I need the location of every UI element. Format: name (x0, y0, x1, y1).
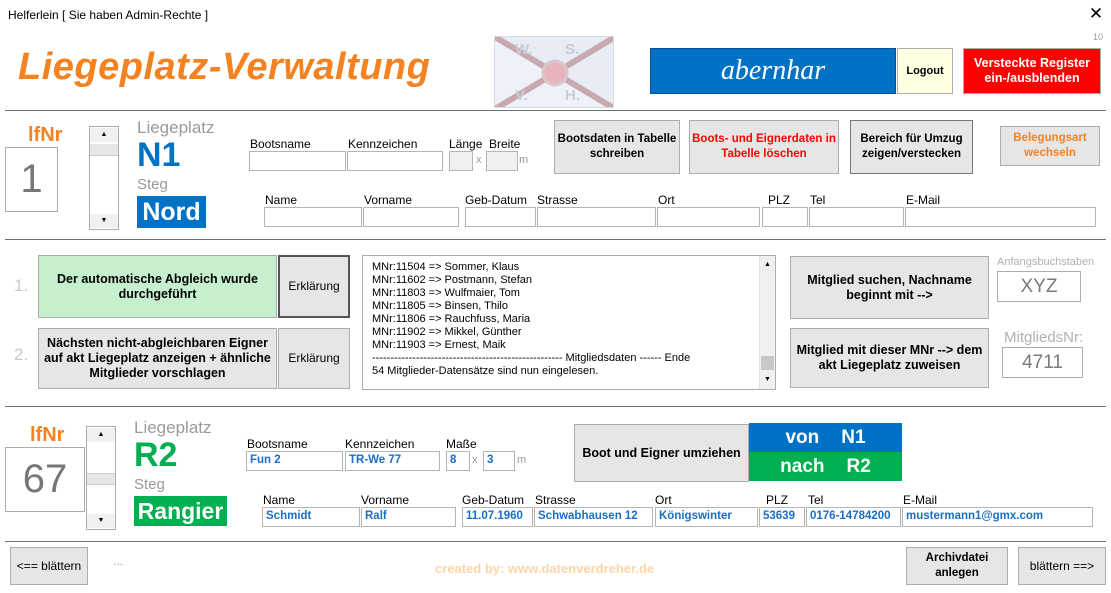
logo-flag-icon (495, 37, 614, 108)
vorname-input[interactable] (363, 207, 459, 227)
plz-input[interactable]: 53639 (759, 507, 805, 527)
log-line: MNr:11504 => Sommer, Klaus (372, 261, 520, 273)
tel-input[interactable]: 0176-14784200 (806, 507, 901, 527)
laenge-input[interactable] (449, 151, 473, 171)
spin-down-icon[interactable]: ▼ (90, 214, 118, 228)
assign-member-button[interactable]: Mitglied mit dieser MNr --> dem akt Liegeplatz zuweisen (790, 328, 989, 388)
von-value: N1 (841, 426, 866, 448)
divider (5, 406, 1106, 407)
lfnr-display: 67 (5, 447, 85, 512)
lfnr-label: lfNr (28, 124, 63, 146)
window-title: Helferlein [ Sie haben Admin-Rechte ] (8, 8, 209, 22)
next-page-button[interactable]: blättern ==> (1018, 547, 1106, 585)
ort-label: Ort (655, 493, 672, 507)
nach-label: nach (780, 455, 825, 477)
dim-unit: m (519, 154, 529, 166)
breite-input[interactable] (486, 151, 518, 171)
steg-badge: Nord (137, 196, 206, 228)
step-2-label: 2. (14, 345, 29, 364)
vorname-label: Vorname (361, 493, 410, 507)
breite-input[interactable]: 3 (483, 451, 515, 471)
spin-up-icon[interactable]: ▲ (87, 428, 115, 442)
von-label: von (785, 426, 820, 448)
name-label: Name (263, 493, 296, 507)
logo-letter-w: W. (515, 41, 533, 58)
geb-input[interactable]: 11.07.1960 (462, 507, 533, 527)
liegeplatz-value: R2 (134, 436, 178, 474)
liegeplatz-value: N1 (137, 136, 181, 174)
bootsname-input[interactable] (249, 151, 346, 171)
explain-1-button[interactable]: Erklärung (278, 255, 350, 318)
footer-dots: ... (113, 554, 124, 568)
scroll-thumb[interactable] (87, 473, 115, 485)
geb-label: Geb-Datum (462, 493, 525, 507)
liegeplatz-label: Liegeplatz (134, 418, 212, 437)
toggle-move-area-button[interactable]: Bereich für Umzug zeigen/verstecken (850, 120, 973, 174)
steg-badge: Rangier (134, 496, 227, 526)
log-line: MNr:11805 => Binsen, Thilo (372, 300, 508, 312)
create-archive-button[interactable]: Archivdatei anlegen (906, 547, 1008, 585)
lfnr-spinner[interactable] (86, 426, 116, 530)
log-line: MNr:11803 => Wulfmaier, Tom (372, 287, 520, 299)
tel-label: Tel (808, 493, 824, 507)
geb-input[interactable] (465, 207, 536, 227)
name-input[interactable] (264, 207, 362, 227)
strasse-label: Strasse (535, 493, 576, 507)
logo-letter-s: S. (565, 41, 580, 58)
dim-x: x (476, 154, 482, 166)
geb-label: Geb-Datum (465, 193, 528, 207)
spin-up-icon[interactable]: ▲ (90, 128, 118, 142)
strasse-input[interactable] (537, 207, 656, 227)
dim-unit: m (517, 454, 527, 466)
tel-label: Tel (810, 193, 826, 207)
kennzeichen-label: Kennzeichen (348, 137, 418, 151)
mnr-input[interactable]: 4711 (1002, 347, 1083, 378)
move-boat-owner-button[interactable]: Boot und Eigner umziehen (574, 424, 749, 482)
email-input[interactable]: mustermann1@gmx.com (902, 507, 1093, 527)
ort-input[interactable] (657, 207, 760, 227)
toggle-hidden-registers-button[interactable]: Versteckte Register ein-/ausblenden (963, 48, 1101, 94)
search-member-button[interactable]: Mitglied suchen, Nachname beginnt mit --> (790, 256, 989, 319)
move-from-box (749, 423, 902, 452)
liegeplatz-label: Liegeplatz (137, 118, 215, 137)
masse-label: Maße (446, 437, 477, 451)
anfang-label: Anfangsbuchstaben (997, 256, 1095, 268)
log-line: MNr:11902 => Mikkel, Günther (372, 326, 522, 338)
lfnr-spinner[interactable] (89, 126, 119, 230)
import-log-list[interactable] (362, 255, 776, 390)
divider (5, 110, 1106, 111)
log-scrollbar[interactable] (759, 256, 775, 389)
bootsname-label: Bootsname (250, 137, 311, 151)
email-label: E-Mail (906, 193, 941, 207)
prev-page-button[interactable]: <== blättern (10, 547, 88, 585)
email-input[interactable] (905, 207, 1096, 227)
current-user: abernhar (650, 48, 896, 94)
ort-input[interactable]: Königswinter (655, 507, 758, 527)
app-title: Liegeplatz-Verwaltung (18, 46, 431, 88)
log-line: ---------------------------------------------------- Mitgliedsdaten ------ Ende (372, 352, 691, 364)
steg-label: Steg (137, 176, 168, 193)
logo-letter-h: H. (565, 87, 580, 104)
scroll-up-icon[interactable]: ▲ (764, 261, 771, 268)
switch-belegung-button[interactable]: Belegungsart wechseln (1000, 126, 1100, 166)
strasse-label: Strasse (537, 193, 578, 207)
delete-boat-owner-button[interactable]: Boots- und Eignerdaten in Tabelle löschen (689, 120, 839, 174)
plz-input[interactable] (762, 207, 808, 227)
close-icon[interactable]: ✕ (1088, 4, 1104, 23)
kennzeichen-label: Kennzeichen (345, 437, 415, 451)
email-label: E-Mail (903, 493, 938, 507)
next-unmatched-button[interactable]: Nächsten nicht-abgleichbaren Eigner auf akt Liegeplatz anzeigen + ähnliche Mitglieder vorschlagen (38, 328, 277, 389)
credit-text: created by: www.datenverdreher.de (435, 561, 655, 576)
divider (5, 541, 1106, 542)
plz-label: PLZ (768, 193, 791, 207)
log-line: 54 Mitglieder-Datensätze sind nun eingelesen. (372, 365, 599, 377)
write-boat-data-button[interactable]: Bootsdaten in Tabelle schreiben (554, 120, 680, 174)
log-line: MNr:11903 => Ernest, Maik (372, 339, 506, 351)
spin-down-icon[interactable]: ▼ (87, 514, 115, 528)
anfang-input[interactable]: XYZ (997, 271, 1081, 302)
club-logo (494, 36, 614, 108)
steg-label: Steg (134, 476, 165, 493)
scroll-thumb[interactable] (761, 356, 774, 370)
vorname-input[interactable]: Ralf (361, 507, 456, 527)
bootsname-label: Bootsname (247, 437, 308, 451)
log-line: MNr:11806 => Rauchfuss, Maria (372, 313, 531, 325)
log-line: MNr:11602 => Postmann, Stefan (372, 274, 532, 286)
vorname-label: Vorname (364, 193, 413, 207)
strasse-input[interactable]: Schwabhausen 12 (534, 507, 653, 527)
laenge-label: Länge (449, 137, 483, 151)
lfnr-label: lfNr (30, 424, 65, 446)
name-input[interactable]: Schmidt (262, 507, 360, 527)
move-to-box (749, 452, 902, 481)
laenge-input[interactable]: 8 (446, 451, 470, 471)
step-1-label: 1. (14, 276, 29, 295)
nach-value: R2 (846, 455, 871, 477)
kennzeichen-input[interactable]: TR-We 77 (345, 451, 440, 471)
explain-2-button[interactable]: Erklärung (278, 328, 350, 389)
scroll-thumb[interactable] (90, 144, 118, 156)
breite-label: Breite (489, 137, 521, 151)
scroll-down-icon[interactable]: ▼ (764, 376, 771, 383)
logo-letter-v: V. (515, 87, 528, 104)
auto-match-button[interactable]: Der automatische Abgleich wurde durchgeführt (38, 255, 277, 318)
dim-x: x (472, 454, 478, 466)
mnr-label: MitgliedsNr: (1004, 329, 1084, 346)
kennzeichen-input[interactable] (347, 151, 443, 171)
logout-button[interactable]: Logout (897, 48, 953, 94)
lfnr-display: 1 (5, 147, 58, 212)
ort-label: Ort (658, 193, 675, 207)
corner-number: 10 (1093, 32, 1104, 42)
title-bar (0, 0, 1111, 30)
name-label: Name (265, 193, 298, 207)
tel-input[interactable] (809, 207, 904, 227)
plz-label: PLZ (766, 493, 789, 507)
divider (5, 239, 1106, 240)
bootsname-input[interactable]: Fun 2 (246, 451, 343, 471)
